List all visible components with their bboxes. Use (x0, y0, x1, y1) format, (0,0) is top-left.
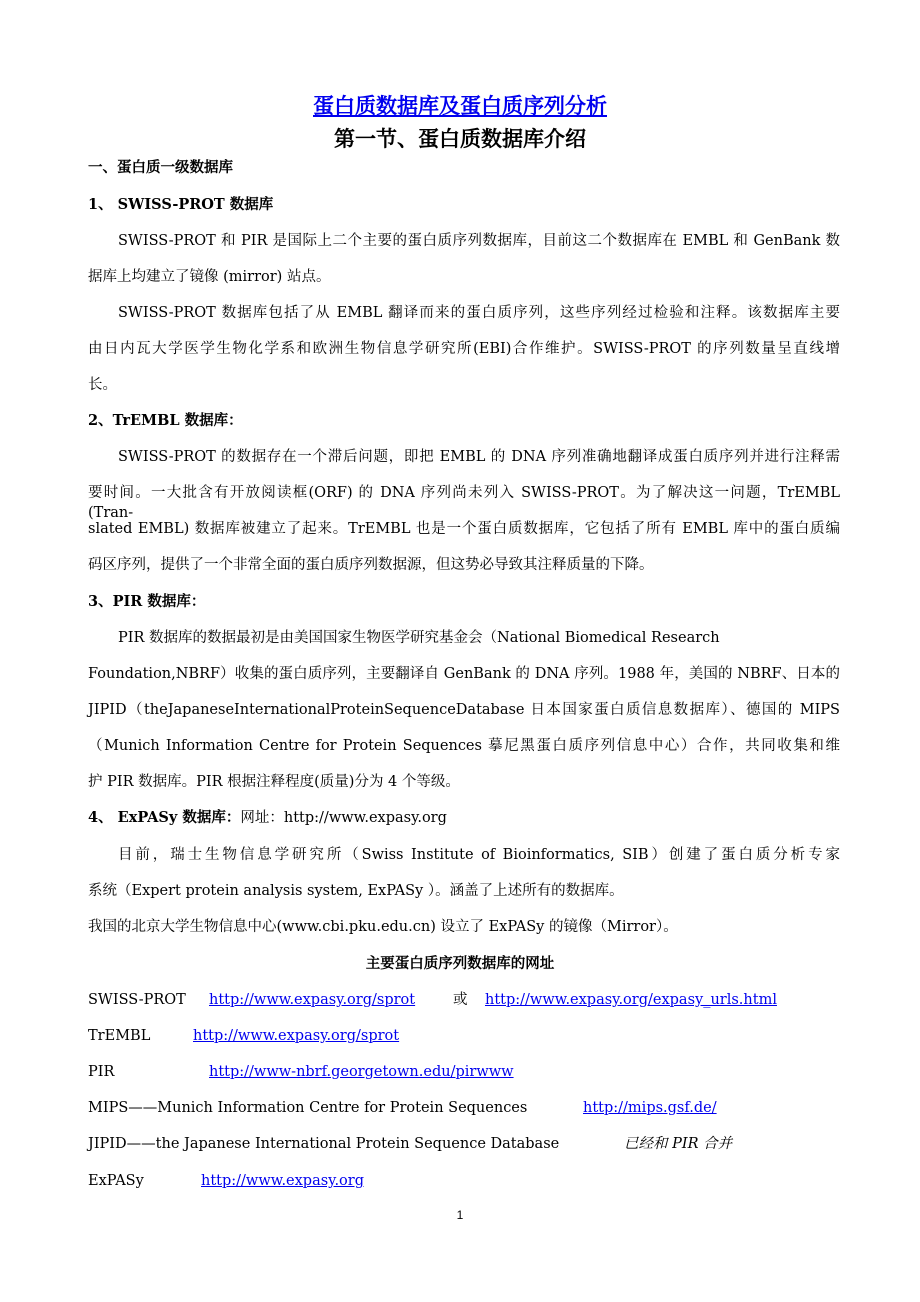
paragraph-line: 系统（Expert protein analysis system, ExPASy ）。涵盖了上述所有的数据库。 (88, 883, 624, 899)
paragraph-line: 我国的北京大学生物信息中心(www.cbi.pku.edu.cn) 设立了 ExPASy 的镜像（Mirror）。 (88, 919, 678, 935)
jipid-note: 已经和 PIR 合并 (624, 1136, 733, 1152)
paragraph-line: SWISS-PROT 的数据存在一个滞后问题，即把 EMBL 的 DNA 序列准确地翻译成蛋白质序列并进行注释需 (118, 449, 840, 465)
paragraph-line: 护 PIR 数据库。PIR 根据注释程度(质量)分为 4 个等级。 (88, 774, 460, 790)
paragraph-line: 长。 (88, 377, 117, 393)
db-name-mips: MIPS——Munich Information Centre for Protein Sequences (88, 1100, 528, 1116)
link-trembl[interactable]: http://www.expasy.org/sprot (193, 1028, 400, 1044)
link-expasy[interactable]: http://www.expasy.org (201, 1173, 364, 1189)
db-name-swissprot: SWISS-PROT (88, 992, 186, 1008)
link-expasy-urls[interactable]: http://www.expasy.org/expasy_urls.html (485, 992, 777, 1008)
or-text: 或 (453, 992, 468, 1008)
db-name-pir: PIR (88, 1064, 115, 1080)
heading-trembl: 2、TrEMBL 数据库： (88, 412, 243, 429)
link-swissprot[interactable]: http://www.expasy.org/sprot (209, 992, 416, 1008)
db-name-expasy: ExPASy (88, 1173, 144, 1189)
paragraph-line: Foundation,NBRF）收集的蛋白质序列，主要翻译自 GenBank 的 DNA 序列。1988 年，美国的 NBRF、日本的 (88, 666, 840, 682)
paragraph-line: （Munich Information Centre for Protein Sequences 摹尼黑蛋白质序列信息中心）合作，共同收集和维 (88, 738, 840, 754)
db-name-trembl: TrEMBL (88, 1028, 151, 1044)
table-heading: 主要蛋白质序列数据库的网址 (365, 955, 555, 972)
heading-primary-databases: 一、蛋白质一级数据库 (88, 159, 233, 176)
paragraph-line: 要时间。一大批含有开放阅读框(ORF) 的 DNA 序列尚未列入 SWISS-PROT。为了解决这一问题，TrEMBL (Tran- (88, 485, 840, 521)
document-title[interactable]: 蛋白质数据库及蛋白质序列分析 (313, 93, 607, 118)
heading-expasy-url: 网址：http://www.expasy.org (240, 810, 447, 826)
paragraph-line: PIR 数据库的数据最初是由美国国家生物医学研究基金会（National Biomedical Research (118, 630, 720, 646)
paragraph-line: SWISS-PROT 和 PIR 是国际上二个主要的蛋白质序列数据库，目前这二个数据库在 EMBL 和 GenBank 数 (118, 233, 840, 249)
page-number: 1 (456, 1208, 464, 1222)
paragraph-line: 据库上均建立了镜像 (mirror) 站点。 (88, 269, 331, 285)
paragraph-line: 由日内瓦大学医学生物化学系和欧洲生物信息学研究所(EBI)合作维护。SWISS-PROT 的序列数量呈直线增 (88, 341, 840, 357)
paragraph-line: 码区序列，提供了一个非常全面的蛋白质序列数据源，但这势必导致其注释质量的下降。 (88, 557, 654, 573)
heading-expasy (88, 808, 840, 828)
paragraph-line: 目前，瑞士生物信息学研究所（Swiss Institute of Bioinformatics, SIB）创建了蛋白质分析专家 (118, 847, 840, 863)
db-name-jipid: JIPID——the Japanese International Protein Sequence Database (88, 1136, 560, 1152)
paragraph-line: SWISS-PROT 数据库包括了从 EMBL 翻译而来的蛋白质序列，这些序列经过检验和注释。该数据库主要 (118, 305, 840, 321)
heading-swissprot: 1、 SWISS-PROT 数据库 (88, 196, 274, 213)
paragraph-line: slated EMBL) 数据库被建立了起来。TrEMBL 也是一个蛋白质数据库，它包括了所有 EMBL 库中的蛋白质编 (88, 521, 840, 537)
link-pir[interactable]: http://www-nbrf.georgetown.edu/pirwww (209, 1064, 514, 1080)
section-title: 第一节、蛋白质数据库介绍 (334, 126, 586, 151)
heading-expasy-label: 4、 ExPASy 数据库： (88, 809, 241, 826)
paragraph-line: JIPID（theJapaneseInternationalProteinSequenceDatabase 日本国家蛋白质信息数据库）、德国的 MIPS (88, 702, 840, 718)
link-mips[interactable]: http://mips.gsf.de/ (583, 1100, 717, 1116)
heading-pir: 3、PIR 数据库： (88, 593, 206, 610)
